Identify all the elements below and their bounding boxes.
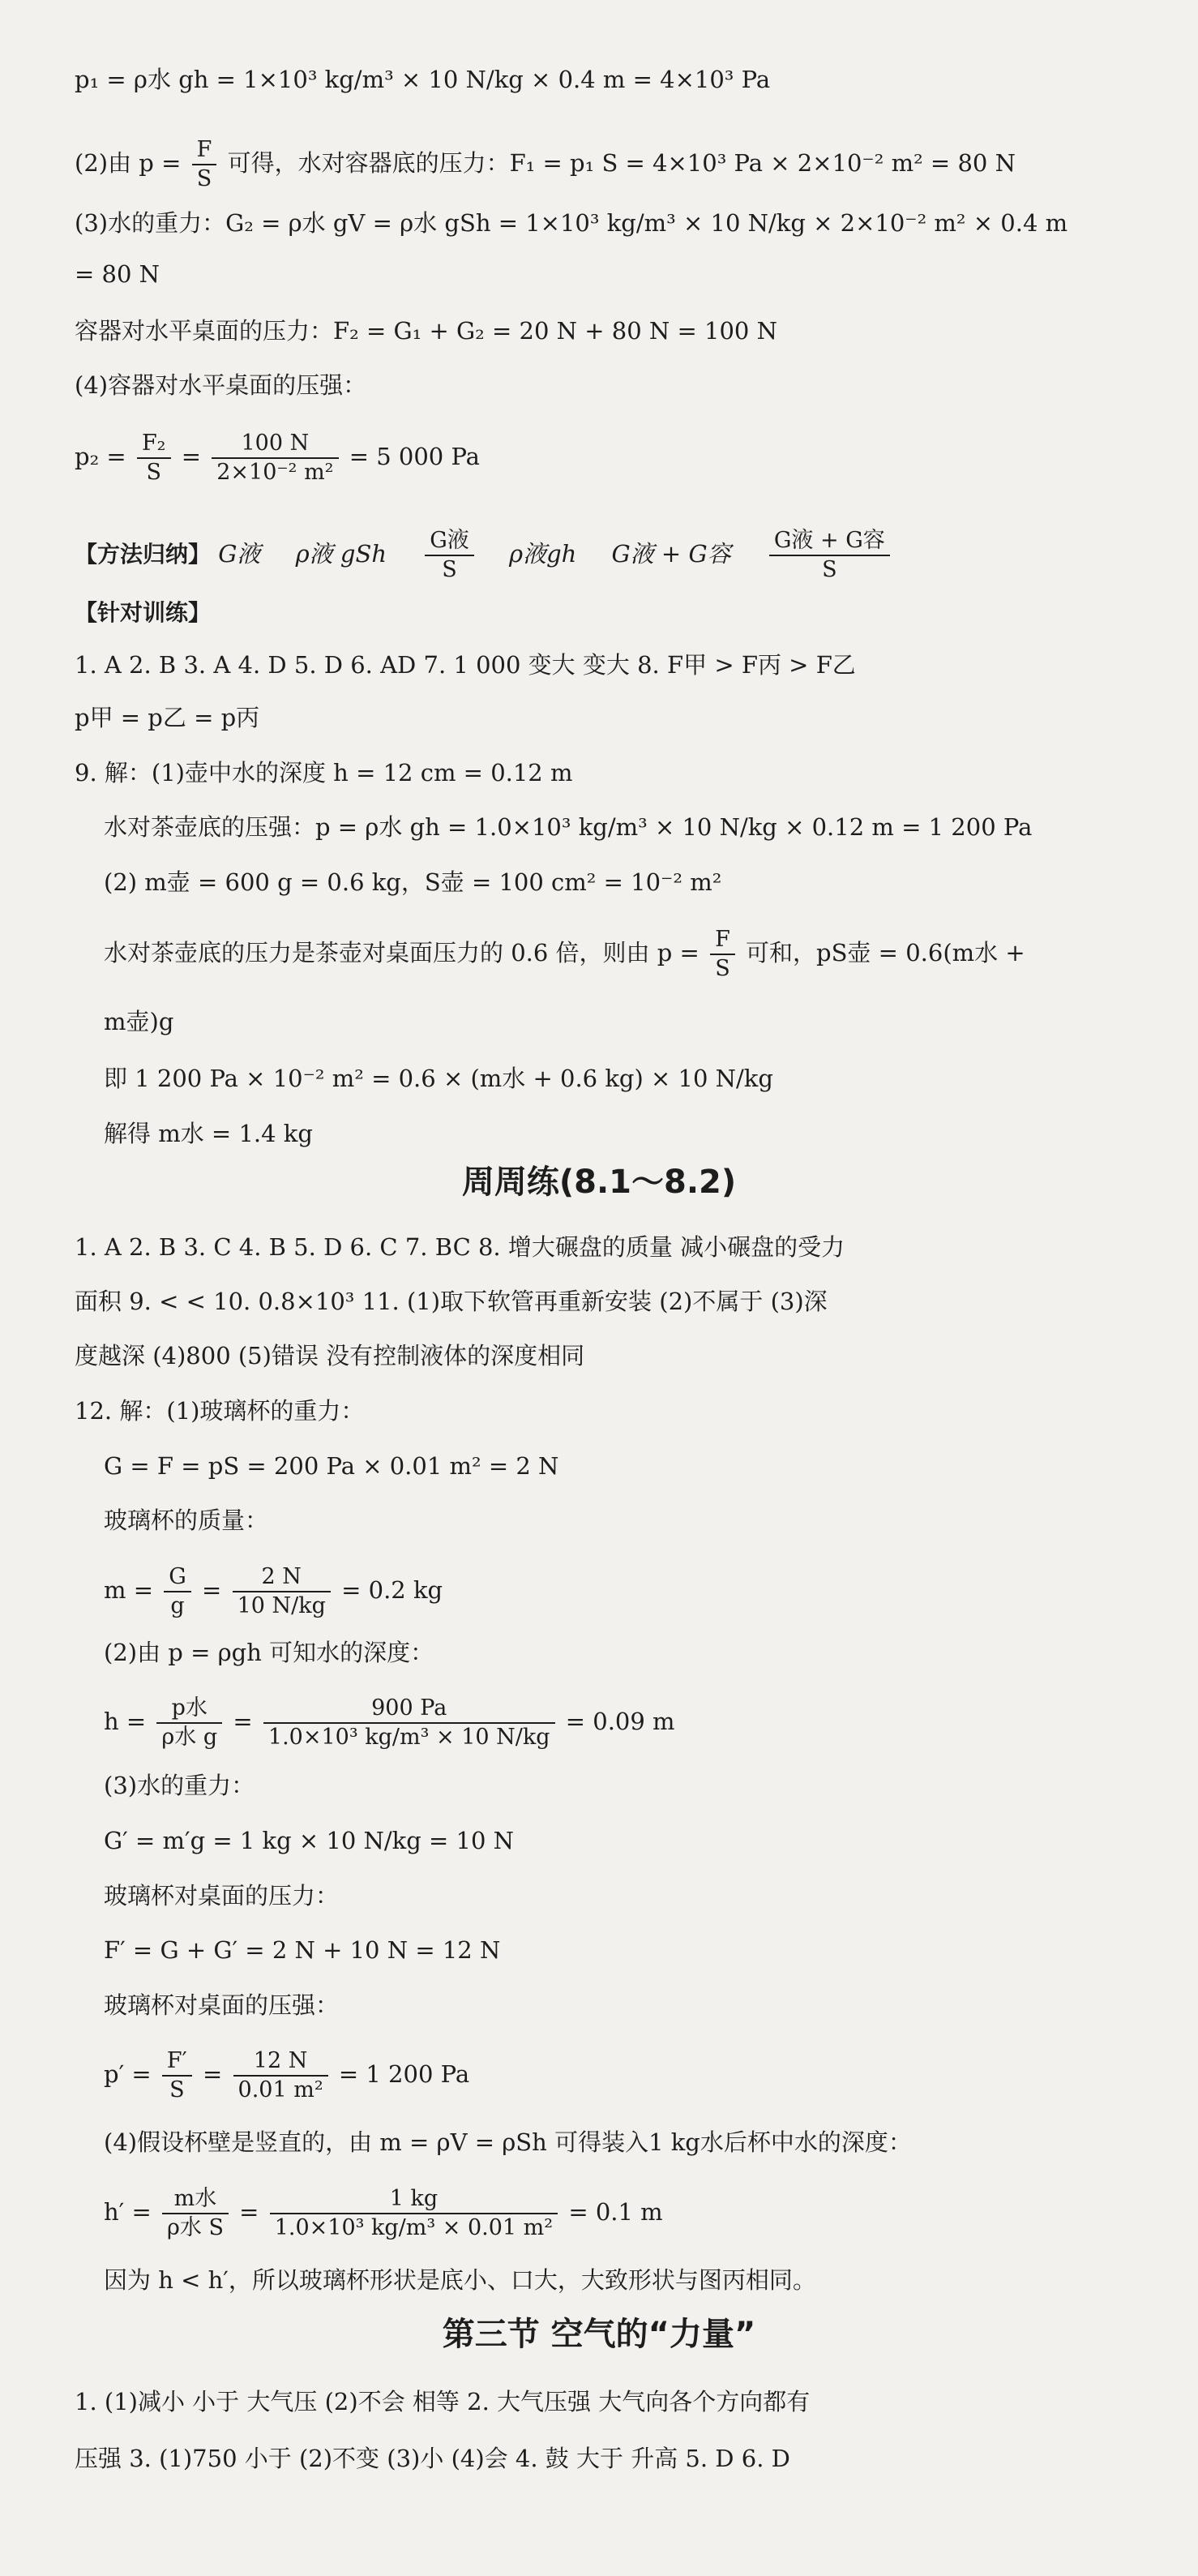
section-title: 第三节 空气的“力量” xyxy=(442,2316,756,2353)
text-line: 即 1 200 Pa × 10⁻² m² = 0.6 × (m水 + 0.6 kg) × 10 N/kg xyxy=(104,1065,773,1092)
fraction: $\frac{900 Pa}{\text{1.0×10³ kg/m³ × 10 N/kg}}$ xyxy=(263,1695,555,1751)
method-token: G液 xyxy=(218,540,261,568)
text-line: (2)由 p = $\frac{F}{S}$ 可得，水对容器底的压力：F₁ = p₁ S = 4×10³ Pa × 2×10⁻² m² = 80 N xyxy=(75,137,1016,191)
text-line: 玻璃杯对桌面的压力： xyxy=(104,1882,340,1909)
fraction: $\frac{12 N}{\text{0.01 m²}}$ xyxy=(233,2047,328,2104)
text-line: (2)由 p = ρgh 可知水的深度： xyxy=(104,1639,434,1666)
text-line: 9. 解：(1)壶中水的深度 h = 12 cm = 0.12 m xyxy=(75,759,573,787)
text-line: m壶)g xyxy=(104,1008,174,1035)
text-line: 1. A 2. B 3. A 4. D 5. D 6. AD 7. 1 000 变大 变大 8. F甲 > F丙 > F乙 xyxy=(75,651,856,679)
text-line: p₂ = $\frac{\text{F₂}}{S}$ = $\frac{100 N}{\text{2×10⁻² m²}}$ = 5 000 Pa xyxy=(75,431,480,485)
text-line: G = F = pS = 200 Pa × 0.01 m² = 2 N xyxy=(104,1452,559,1480)
text-line: (3)水的重力： xyxy=(104,1772,255,1799)
section-title: 周周练(8.1～8.2) xyxy=(461,1164,737,1201)
text-line: h = $\frac{\text{p水}}{\text{ρ水 g}}$ = $\frac{900 Pa}{\text{1.0×10³ kg/m³ × 10 N/kg}}$ = 0.09 m xyxy=(104,1695,675,1750)
fraction: $\frac{\text{p水}}{\text{ρ水 g}}$ xyxy=(156,1695,222,1751)
text-line: m = $\frac{G}{g}$ = $\frac{2 N}{10 N/kg}$ = 0.2 kg xyxy=(104,1564,443,1618)
text-line: = 80 N xyxy=(75,260,160,288)
training-label: 【针对训练】 xyxy=(75,599,212,626)
text-line: 水对茶壶底的压力是茶壶对桌面压力的 0.6 倍，则由 p = $\frac{F}{S}$ 可和，pS壶 = 0.6(m水 + xyxy=(104,927,1025,981)
text-line: p甲 = p乙 = p丙 xyxy=(75,704,260,731)
method-token: G液 + G容 xyxy=(611,540,731,568)
text-line: 1. (1)减小 小于 大气压 (2)不会 相等 2. 大气压强 大气向各个方向都有 xyxy=(75,2388,811,2415)
text-line: h′ = $\frac{\text{m水}}{\text{ρ水 S}}$ = $\frac{1 kg}{\text{1.0×10³ kg/m³ × 0.01 m²}}$ = 0.1 m xyxy=(104,2186,663,2240)
text-line: 玻璃杯对桌面的压强： xyxy=(104,1991,340,2019)
text-line: (3)水的重力：G₂ = ρ水 gV = ρ水 gSh = 1×10³ kg/m³ × 10 N/kg × 2×10⁻² m² × 0.4 m xyxy=(75,209,1068,237)
fraction: $\frac{1 kg}{\text{1.0×10³ kg/m³ × 0.01 m²}}$ xyxy=(270,2185,558,2242)
text-line: (4)假设杯壁是竖直的，由 m = ρV = ρSh 可得装入1 kg水后杯中水的深度： xyxy=(104,2128,912,2156)
text-line: p′ = $\frac{F'}{S}$ = $\frac{12 N}{\text{0.01 m²}}$ = 1 200 Pa xyxy=(104,2048,470,2102)
method-token: ρ液 gSh xyxy=(295,540,387,568)
text-line: p₁ = ρ水 gh = 1×10³ kg/m³ × 10 N/kg × 0.4 m = 4×10³ Pa xyxy=(75,66,771,93)
method-summary xyxy=(75,527,1109,584)
fraction: $\frac{\text{F₂}}{S}$ xyxy=(137,430,171,486)
fraction: $\frac{F}{S}$ xyxy=(710,926,735,983)
fraction: $\frac{2 N}{10 N/kg}$ xyxy=(233,1563,331,1620)
text-line: 度越深 (4)800 (5)错误 没有控制液体的深度相同 xyxy=(75,1342,585,1369)
fraction: $\frac{100 N}{\text{2×10⁻² m²}}$ xyxy=(212,430,338,486)
fraction: $\frac{\text{G液}}{S}$ xyxy=(425,527,474,584)
fraction: $\frac{\text{m水}}{\text{ρ水 S}}$ xyxy=(162,2185,229,2242)
text-line: 1. A 2. B 3. C 4. B 5. D 6. C 7. BC 8. 增大碾盘的质量 减小碾盘的受力 xyxy=(75,1233,845,1261)
text-line: 因为 h < h′，所以玻璃杯形状是底小、口大，大致形状与图丙相同。 xyxy=(104,2266,816,2294)
text-line: 水对茶壶底的压强：p = ρ水 gh = 1.0×10³ kg/m³ × 10 N/kg × 0.12 m = 1 200 Pa xyxy=(104,813,1033,841)
method-token: ρ液gh xyxy=(509,540,577,568)
fraction: $\frac{\text{G液 + G容}}{S}$ xyxy=(769,527,890,584)
fraction: $\frac{F}{S}$ xyxy=(192,136,217,193)
text-line: 压强 3. (1)750 小于 (2)不变 (3)小 (4)会 4. 鼓 大于 升高 5. D 6. D xyxy=(75,2445,790,2472)
text-line: G′ = m′g = 1 kg × 10 N/kg = 10 N xyxy=(104,1827,515,1854)
text-line: 容器对水平桌面的压力：F₂ = G₁ + G₂ = 20 N + 80 N = 100 N xyxy=(75,317,777,345)
text-line: 12. 解：(1)玻璃杯的重力： xyxy=(75,1397,365,1425)
text-line: 面积 9. < < 10. 0.8×10³ 11. (1)取下软管再重新安装 (2)不属于 (3)深 xyxy=(75,1288,828,1315)
text-line: F′ = G + G′ = 2 N + 10 N = 12 N xyxy=(104,1936,501,1964)
method-label: 【方法归纳】 xyxy=(75,541,212,568)
fraction: $\frac{F'}{S}$ xyxy=(162,2047,192,2104)
text-line: 玻璃杯的质量： xyxy=(104,1507,269,1534)
text-line: (4)容器对水平桌面的压强： xyxy=(75,371,367,399)
text-line: (2) m壶 = 600 g = 0.6 kg，S壶 = 100 cm² = 10⁻² m² xyxy=(104,868,722,896)
fraction: $\frac{G}{g}$ xyxy=(164,1563,191,1620)
text-line: 解得 m水 = 1.4 kg xyxy=(104,1120,313,1147)
